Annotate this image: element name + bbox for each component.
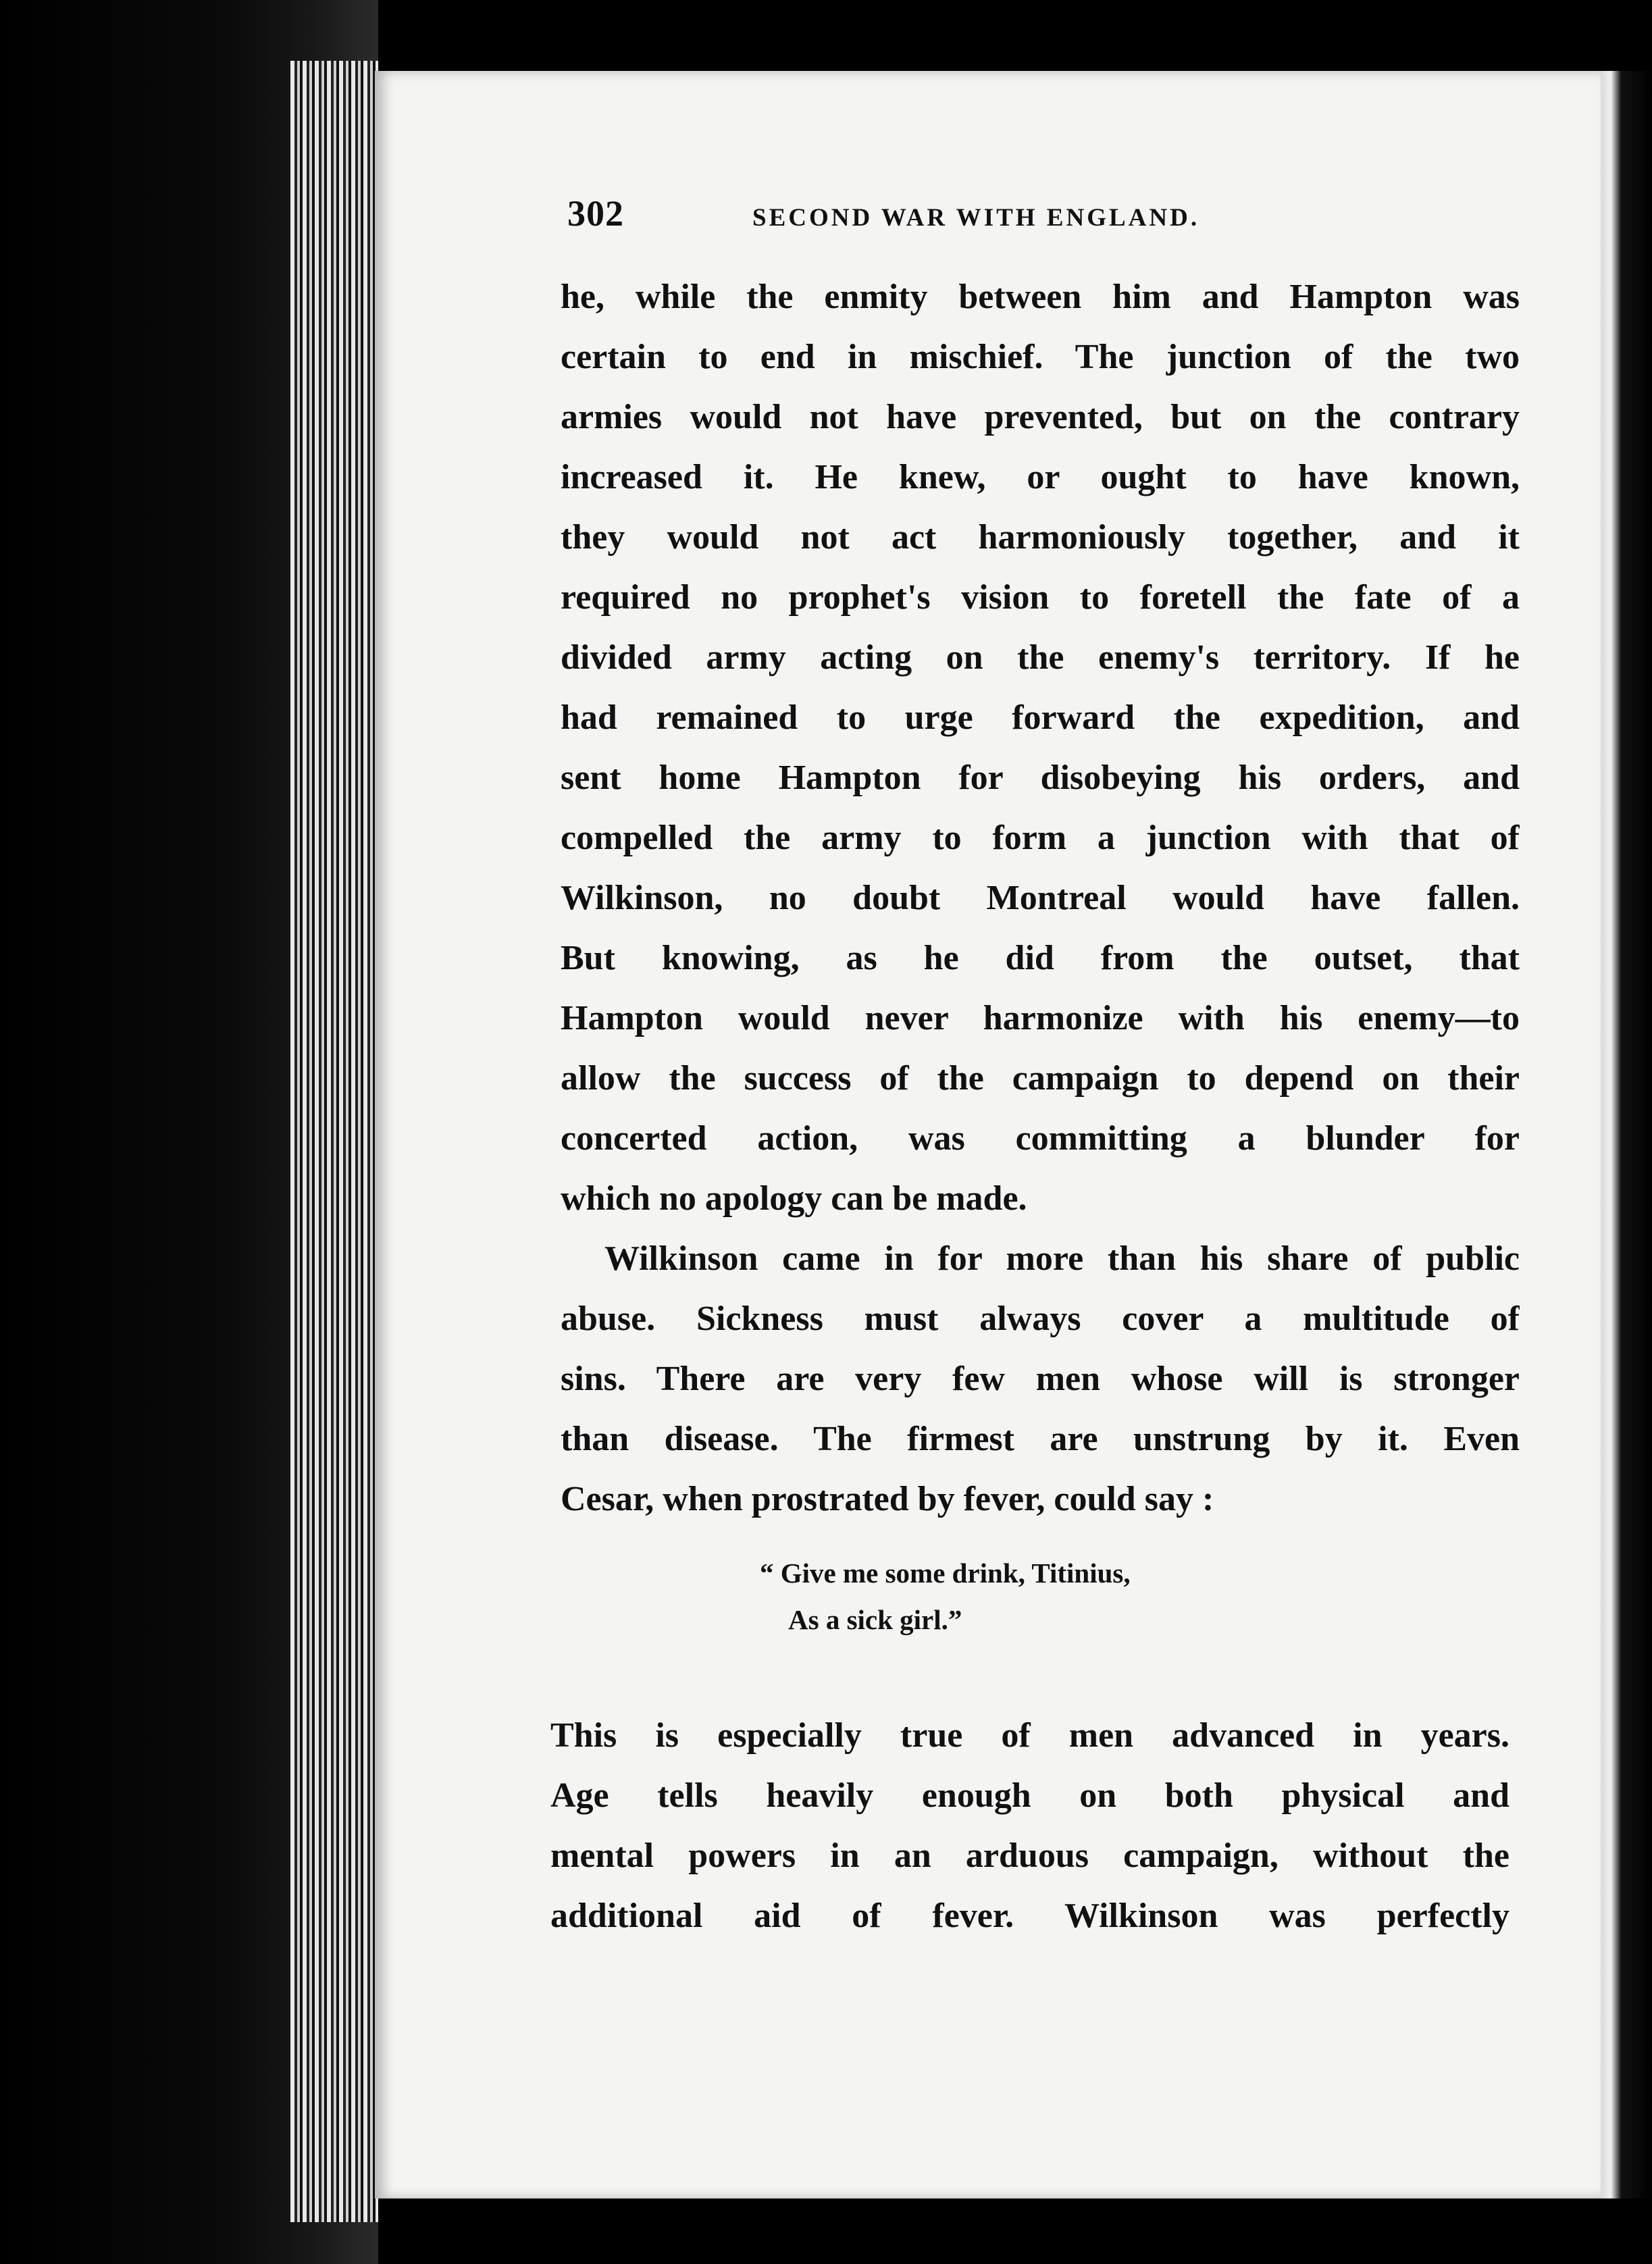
text-line: divided army acting on the enemy's territory. If he — [561, 638, 1520, 677]
text-line: armies would not have prevented, but on the contrary — [561, 398, 1520, 436]
text-line: Wilkinson came in for more than his share of public — [604, 1239, 1520, 1278]
text-line: certain to end in mischief. The junction of the two — [561, 338, 1520, 376]
text-line: required no prophet's vision to foretell the fate of a — [561, 578, 1520, 617]
text-line: increased it. He knew, or ought to have known, — [561, 458, 1520, 496]
paragraph-2 — [561, 1229, 1520, 1529]
quote-line: As a sick girl.” — [788, 1604, 962, 1635]
text-line: he, while the enmity between him and Hampton was — [561, 278, 1520, 316]
text-line: had remained to urge forward the expedition, and — [561, 698, 1520, 737]
paragraph-1 — [561, 267, 1520, 1229]
text-line: than disease. The firmest are unstrung by it. Even — [561, 1420, 1520, 1458]
text-line: concerted action, was committing a blunder for — [561, 1119, 1520, 1158]
text-line: abuse. Sickness must always cover a multitude of — [561, 1300, 1520, 1338]
text-line: Cesar, when prostrated by fever, could say : — [561, 1480, 1214, 1518]
paragraph-3 — [550, 1705, 1509, 1946]
verse-quotation — [760, 1550, 1300, 1643]
running-title: SECOND WAR WITH ENGLAND. — [752, 204, 1200, 232]
page-stack-edge — [290, 61, 378, 2222]
text-line: additional aid of fever. Wilkinson was perfectly — [550, 1897, 1509, 1935]
text-line: Age tells heavily enough on both physical and — [550, 1776, 1509, 1815]
text-line: they would not act harmoniously together, and it — [561, 518, 1520, 557]
text-line: sent home Hampton for disobeying his orders, and — [561, 758, 1520, 797]
text-line: mental powers in an arduous campaign, without the — [550, 1836, 1509, 1875]
text-line: But knowing, as he did from the outset, that — [561, 939, 1520, 977]
text-line: which no apology can be made. — [561, 1179, 1027, 1218]
text-line: allow the success of the campaign to depend on their — [561, 1059, 1520, 1098]
quote-line: “ Give me some drink, Titinius, — [760, 1558, 1131, 1589]
text-line: compelled the army to form a junction with that of — [561, 819, 1520, 857]
text-line: sins. There are very few men whose will is stronger — [561, 1360, 1520, 1398]
text-line: Wilkinson, no doubt Montreal would have fallen. — [561, 879, 1520, 917]
text-line: This is especially true of men advanced in years. — [550, 1716, 1509, 1755]
page-number: 302 — [567, 193, 624, 234]
body-text — [561, 267, 1520, 1529]
facing-page-edge — [1601, 71, 1652, 2198]
text-line: Hampton would never harmonize with his enemy—to — [561, 999, 1520, 1037]
running-head — [567, 192, 1310, 240]
